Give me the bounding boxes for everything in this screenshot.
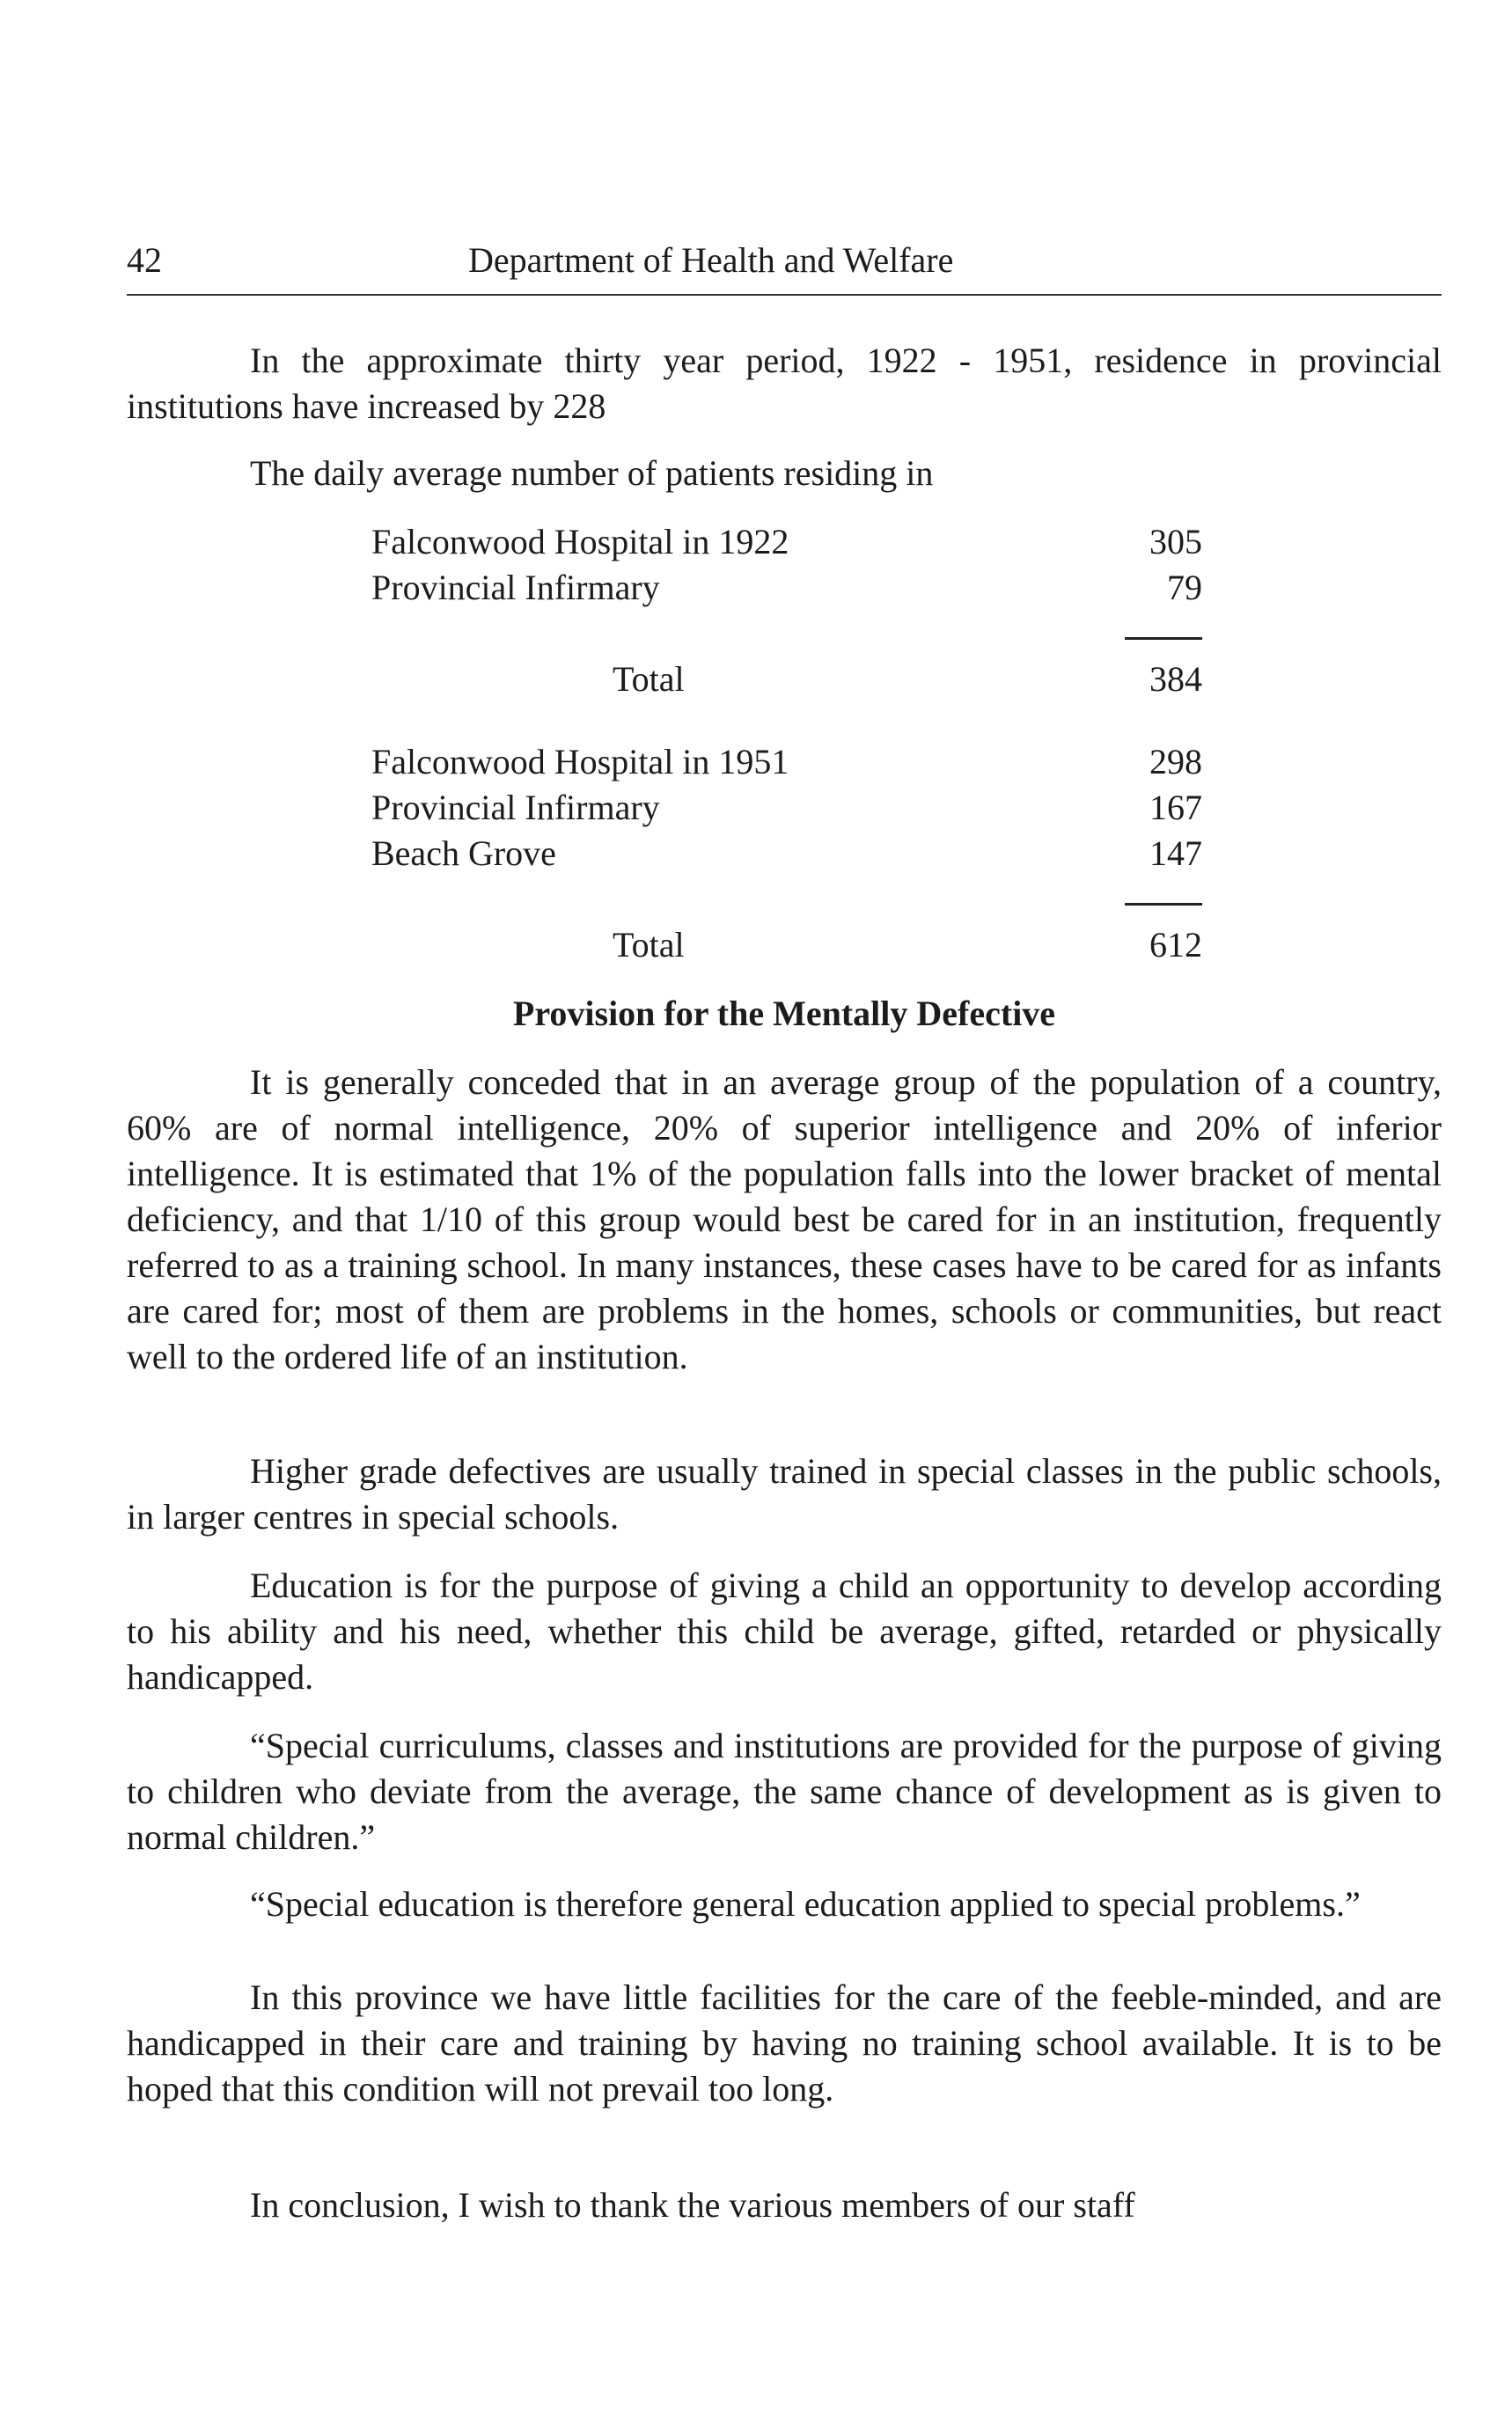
body-paragraph: Higher grade defectives are usually trained in special classes in the public schools, in larger centres in special schools. [127,1451,1442,1537]
stats-label: Provincial Infirmary [371,788,660,827]
total-value: 612 [1149,925,1202,965]
stats-row [371,565,1202,611]
total-row [613,922,1202,968]
stats-value: 298 [1149,742,1202,781]
body-paragraph: In this province we have little facilities for the care of the feeble-minded, and are handicapped in their care and training by having no training school available. It is to be hoped that this condition will not prevail too long. [127,1977,1442,2109]
stats-label: Beach Grove [371,833,556,873]
stats-value: 305 [1149,522,1202,561]
header-title: Department of Health and Welfare [468,240,954,280]
intro-paragraph: In the approximate thirty year period, 1922 - 1951, residence in provincial institutions have increased by 228 [127,341,1442,426]
stats-value: 167 [1149,788,1202,827]
page-number: 42 [127,240,162,280]
stats-label: Falconwood Hospital in 1922 [371,522,789,561]
sum-rule [1125,903,1202,906]
body-paragraph: In conclusion, I wish to thank the various members of our staff [250,2185,1135,2225]
sum-rule [1125,637,1202,640]
stats-row [371,519,1202,565]
total-row [613,657,1202,702]
stats-label: Provincial Infirmary [371,568,660,607]
stats-value: 147 [1149,833,1202,873]
body-paragraph: It is generally conceded that in an average group of the population of a country, 60% are of normal intelligence, 20% of superior intelligence and 20% of inferior intelligence. It is estimated that 1% of the population falls into the lower bracket of mental deficiency, and that 1/10 of this group would best be cared for in an institution, frequently referred to as a training school. In many instances, these cases have to be cared for as infants are cared for; most of them are problems in the homes, schools or communities, but react well to the ordered life of an institution. [127,1062,1442,1376]
total-label: Total [613,925,685,965]
total-value: 384 [1149,659,1202,699]
body-paragraph: Education is for the purpose of giving a child an opportunity to develop according to his ability and his need, whether this child be average, gifted, retarded or physically handicapped. [127,1566,1442,1697]
stats-row [371,831,1202,877]
stats-row [371,739,1202,785]
stats-value: 79 [1167,568,1202,607]
body-paragraph: “Special curriculums, classes and institutions are provided for the purpose of giving to children who deviate from the average, the same chance of development as is given to normal children.” [127,1726,1442,1857]
stats-row [371,785,1202,831]
total-label: Total [613,659,685,699]
running-header [127,239,1442,296]
section-heading: Provision for the Mentally Defective [512,994,1056,1033]
body-paragraph: “Special education is therefore general education applied to special problems.” [250,1884,1361,1924]
intro-lead: The daily average number of patients residing in [250,453,934,493]
stats-label: Falconwood Hospital in 1951 [371,742,789,781]
